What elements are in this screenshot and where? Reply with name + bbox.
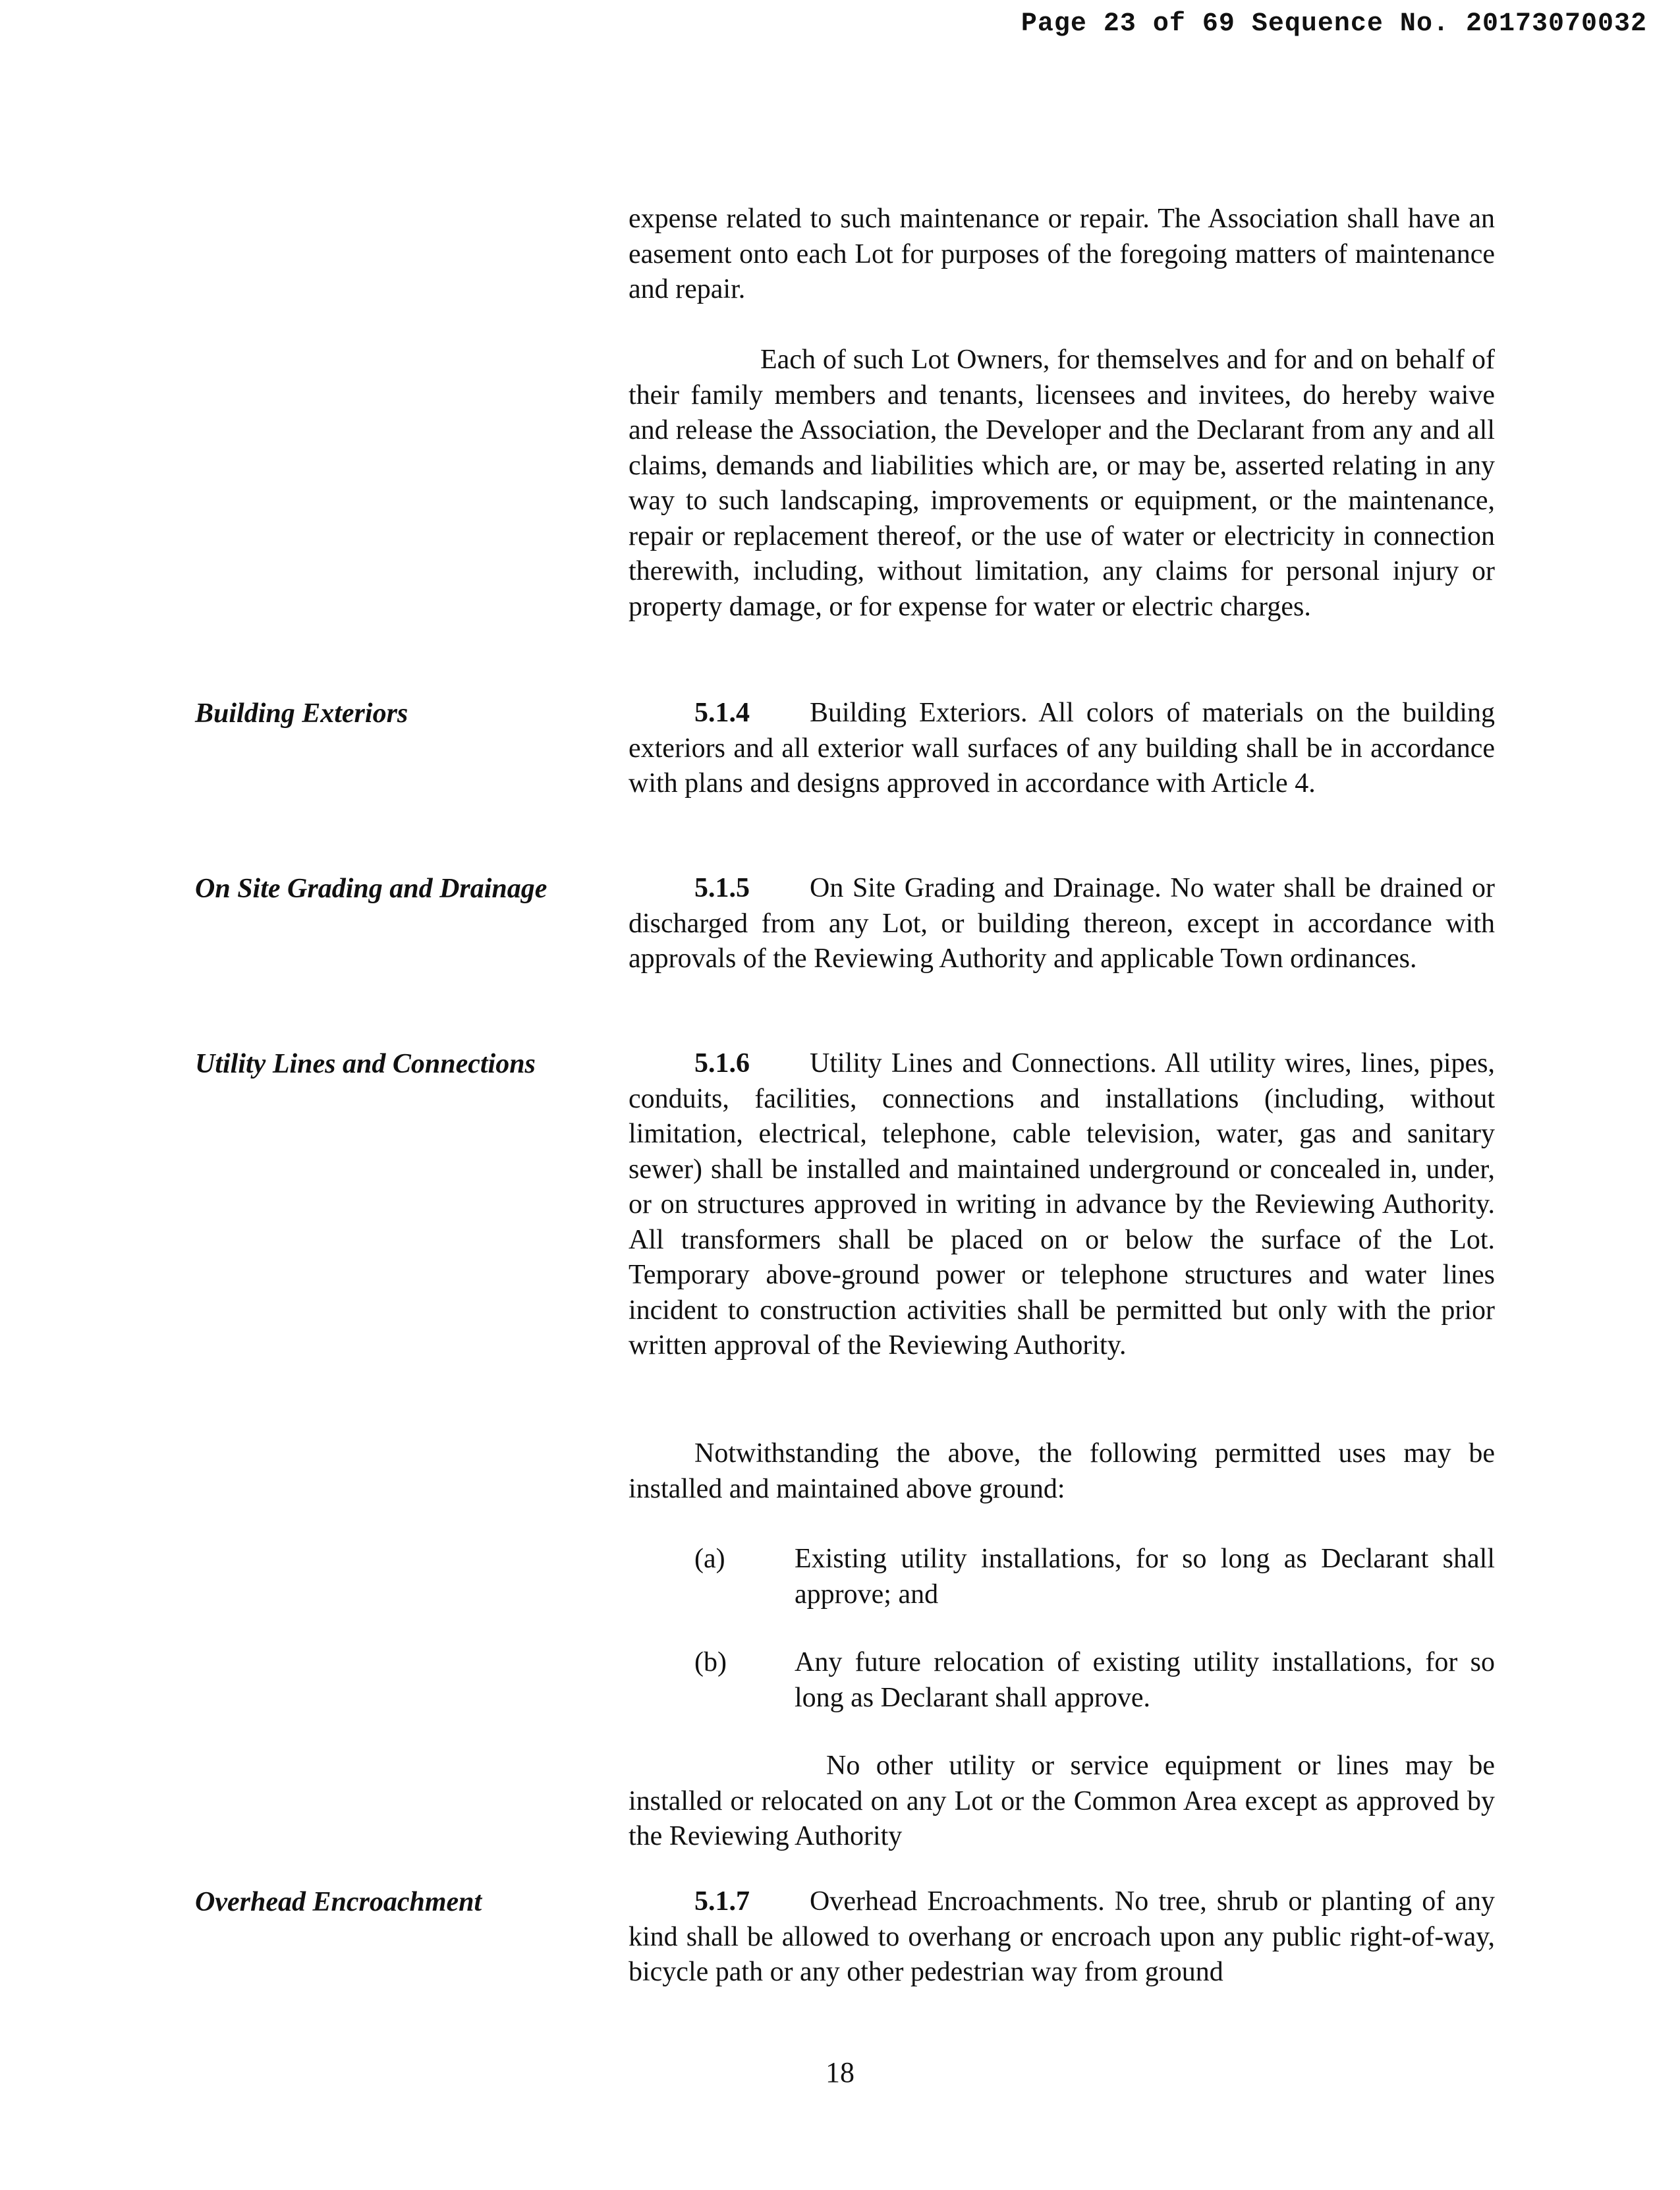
section-5-1-7 (629, 1884, 1495, 1990)
section-5-1-4 (629, 696, 1495, 802)
list-item (694, 1542, 1495, 1612)
section-text: On Site Grading and Drainage. No water shall be drained or discharged from any Lot, or building thereon, except in accordance with approvals of the Reviewing Authority and applicable Town ordinances. (629, 873, 1495, 974)
list-item-label: (a) (694, 1544, 725, 1574)
side-heading-grading-drainage: On Site Grading and Drainage (195, 874, 547, 904)
list-item-text: Existing utility installations, for so long as Declarant shall approve; and (795, 1544, 1495, 1610)
list-item (694, 1645, 1495, 1716)
section-5-1-5 (629, 871, 1495, 977)
section-text: Overhead Encroachments. No tree, shrub or planting of any kind shall be allowed to overhang or encroach upon any public right-of-way, bicycle path or any other pedestrian way from ground (629, 1886, 1495, 1987)
paragraph-waiver-release: Each of such Lot Owners, for themselves and for and on behalf of their family members and tenants, licensees and invitees, do hereby waive and release the Association, the Developer and the Declarant from any and all claims, demands and liabilities which are, or may be, asserted relating in any way to such landscaping, improvements or equipment, or the maintenance, repair or replacement thereof, or the use of water or electricity in connection therewith, including, without limitation, any claims for personal injury or property damage, or for expense for water or electric charges. (629, 345, 1495, 622)
section-number: 5.1.6 (694, 1048, 750, 1079)
section-number: 5.1.7 (694, 1886, 750, 1917)
list-item-text: Any future relocation of existing utility installations, for so long as Declarant shall approve. (795, 1647, 1495, 1713)
side-heading-building-exteriors: Building Exteriors (195, 698, 408, 729)
paragraph-no-other-utility: No other utility or service equipment or lines may be installed or relocated on any Lot or the Common Area except as approved by the Reviewing Authority (629, 1751, 1495, 1851)
section-text: Building Exteriors. All colors of materials on the building exteriors and all exterior wall surfaces of any building shall be in accordance with plans and designs approved in accordance with Article 4. (629, 698, 1495, 799)
list-item-label: (b) (694, 1647, 727, 1677)
paragraph-maintenance-easement: expense related to such maintenance or repair. The Association shall have an easement onto each Lot for purposes of the foregoing matters of maintenance and repair. (629, 204, 1495, 304)
paragraph-notwithstanding: Notwithstanding the above, the following permitted uses may be installed and maintained above ground: (629, 1438, 1495, 1504)
section-number: 5.1.4 (694, 698, 750, 728)
side-heading-utility-lines: Utility Lines and Connections (195, 1049, 536, 1079)
page-number: 18 (826, 2056, 854, 2089)
section-number: 5.1.5 (694, 873, 750, 903)
page-sequence-header: Page 23 of 69 Sequence No. 20173070032 (1021, 9, 1647, 39)
side-heading-overhead-encroachment: Overhead Encroachment (195, 1887, 482, 1917)
section-5-1-6 (629, 1046, 1495, 1364)
section-text: Utility Lines and Connections. All utility wires, lines, pipes, conduits, facilities, connections and installations (including, without limitation, electrical, telephone, cable television, water, gas and sanitary sewer) shall be installed and maintained underground or concealed in, under, or on structures approved in writing in advance by the Reviewing Authority. All transformers shall be placed on or below the surface of the Lot. Temporary above-ground power or telephone structures and water lines incident to construction activities shall be permitted but only with the prior written approval of the Reviewing Authority. (629, 1048, 1495, 1361)
